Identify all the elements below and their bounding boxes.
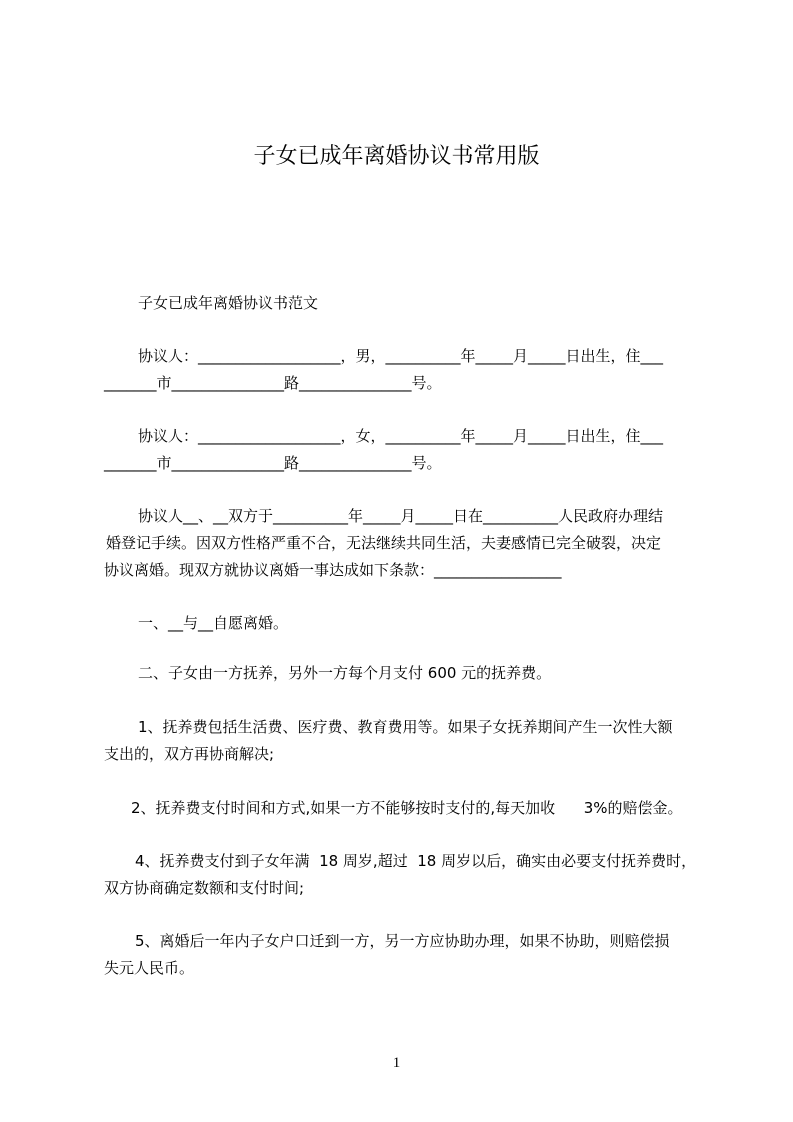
marriage-paragraph-line-2: 婚登记手续。因双方性格严重不合，无法继续共同生活，夫妻感情已完全破裂，决定 (106, 534, 662, 552)
sub-clause-1-line-2: 支出的，双方再协商解决; (104, 745, 275, 763)
sub-clause-5-line-1: 5、离婚后一年内子女户口迁到一方，另一方应协助办理，如果不协助，则赔偿损 (135, 932, 670, 950)
sub-clause-4-line-2: 双方协商确定数额和支付时间; (104, 879, 305, 897)
clause-1: 一、__与__自愿离婚。 (138, 614, 289, 632)
document-title: 子女已成年离婚协议书常用版 (253, 144, 540, 169)
party-male-line-2: _______市_______________路_______________号。 (104, 374, 442, 392)
subtitle: 子女已成年离婚协议书范文 (138, 294, 319, 312)
clause-2: 二、子女由一方抚养，另外一方每个月支付 600 元的抚养费。 (138, 664, 552, 682)
page-number: 1 (392, 1055, 401, 1071)
marriage-paragraph-line-1: 协议人__、__双方于__________年_____月_____日在__________人民政府办理结 (138, 507, 664, 525)
party-female-line-1: 协议人：___________________，女，__________年_____月_____日出生，住___ (138, 427, 664, 445)
sub-clause-4-line-1: 4、抚养费支付到子女年满 18 周岁,超过 18 周岁以后，确实由必要支付抚养费时， (135, 852, 697, 870)
marriage-paragraph-line-3: 协议离婚。现双方就协议离婚一事达成如下条款：_________________ (104, 561, 562, 579)
sub-clause-2: 2、抚养费支付时间和方式,如果一方不能够按时支付的,每天加收 3%的赔偿金。 (131, 799, 683, 817)
party-female-line-2: _______市_______________路_______________号。 (104, 454, 442, 472)
party-male-line-1: 协议人：___________________，男，__________年_____月_____日出生，住___ (138, 347, 664, 365)
sub-clause-5-line-2: 失元人民币。 (104, 959, 195, 977)
sub-clause-1-line-1: 1、抚养费包括生活费、医疗费、教育费用等。如果子女抚养期间产生一次性大额 (138, 718, 673, 736)
